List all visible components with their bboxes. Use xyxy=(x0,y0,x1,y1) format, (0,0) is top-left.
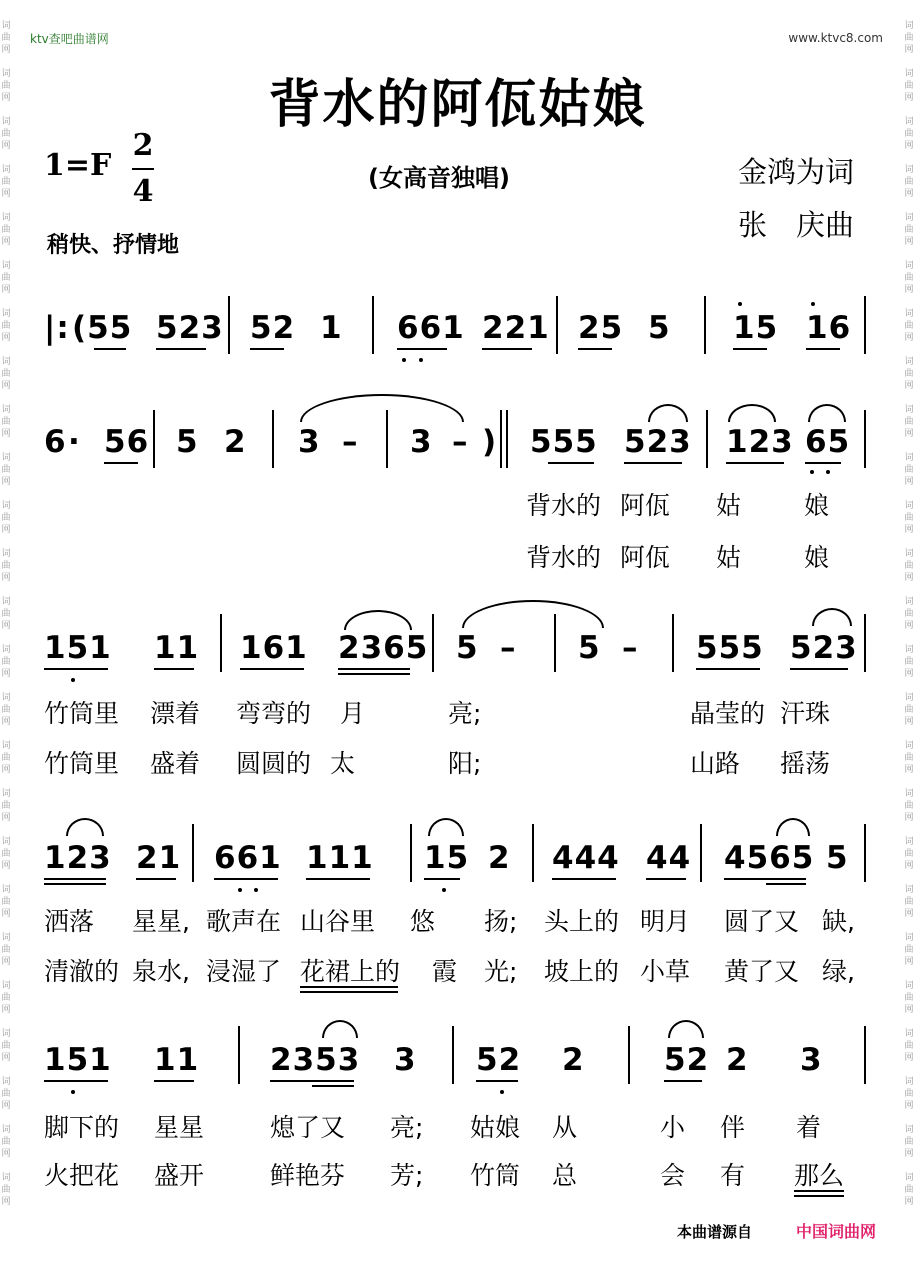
underline xyxy=(766,883,806,885)
underline xyxy=(300,991,398,993)
octave-dot xyxy=(738,302,742,306)
lyric: 娘 xyxy=(804,543,830,572)
note-group: 2365 xyxy=(338,630,429,666)
underline xyxy=(44,878,106,880)
lyric: 月 xyxy=(340,699,366,728)
note-group: 123 xyxy=(44,840,112,876)
note: 6 xyxy=(44,424,67,460)
lyric: 竹筒里 xyxy=(44,749,120,778)
slur-arc xyxy=(322,1020,358,1038)
dash: – xyxy=(342,424,359,460)
note-group: 111 xyxy=(306,840,374,876)
underline xyxy=(805,462,841,464)
note-group: 11 xyxy=(154,630,200,666)
dash: – xyxy=(500,630,517,666)
time-signature-bottom: 4 xyxy=(132,174,154,209)
note-group: 661 xyxy=(397,310,465,346)
octave-dot xyxy=(238,888,242,892)
note-group: 444 xyxy=(552,840,620,876)
bar-line xyxy=(704,296,706,354)
bar-line xyxy=(452,1026,454,1084)
bar-line xyxy=(864,1026,866,1084)
note: 5 xyxy=(578,630,601,666)
lyric: 背水的 xyxy=(526,491,602,520)
underline xyxy=(312,1085,354,1087)
lyric: 亮; xyxy=(448,699,482,728)
lyric: 那么 xyxy=(794,1161,845,1190)
slur-arc xyxy=(808,404,846,422)
lyric: 泉水, xyxy=(132,957,190,986)
lyric: 头上的 xyxy=(544,907,620,936)
underline xyxy=(270,1080,354,1082)
underline xyxy=(624,462,682,464)
octave-dot xyxy=(826,470,830,474)
note: 2 xyxy=(562,1042,585,1078)
bar-line xyxy=(220,614,222,672)
bar-line xyxy=(500,410,502,468)
lyric: 总 xyxy=(552,1161,578,1190)
underline xyxy=(726,462,784,464)
lyric: 山谷里 xyxy=(300,907,376,936)
lyric: 山路 xyxy=(690,749,741,778)
lyric: 绿, xyxy=(822,957,855,986)
lyric: 扬; xyxy=(484,907,518,936)
bar-line xyxy=(554,614,556,672)
note-group: 221 xyxy=(482,310,550,346)
note-group: 44 xyxy=(646,840,692,876)
bar-line xyxy=(372,296,374,354)
underline xyxy=(250,348,284,350)
lyric: 从 xyxy=(552,1113,578,1142)
lyric: 摇荡 xyxy=(780,749,831,778)
note-group: 5 xyxy=(648,310,671,346)
lyric: 娘 xyxy=(804,491,830,520)
bar-line xyxy=(410,824,412,882)
underline xyxy=(424,878,460,880)
lyric: 歌声在 xyxy=(206,907,282,936)
lyric: 清澈的 xyxy=(44,957,120,986)
octave-dot xyxy=(500,1090,504,1094)
lyric: 姑 xyxy=(716,543,742,572)
slur-arc xyxy=(728,404,776,422)
slur-arc xyxy=(344,610,412,630)
composer: 张 庆曲 xyxy=(738,208,855,242)
note-group: 523 xyxy=(790,630,858,666)
dot-mark: · xyxy=(68,424,81,460)
lyric: 熄了又 xyxy=(270,1113,346,1142)
note-group: 161 xyxy=(240,630,308,666)
bar-line xyxy=(700,824,702,882)
octave-dot xyxy=(254,888,258,892)
underline xyxy=(794,1195,844,1197)
lyric: 阿佤 xyxy=(620,543,671,572)
time-signature xyxy=(132,124,154,214)
underline xyxy=(94,348,126,350)
bar-line xyxy=(556,296,558,354)
tempo-marking: 稍快、抒情地 xyxy=(47,233,180,258)
lyric: 阳; xyxy=(448,749,482,778)
note: 3 xyxy=(298,424,321,460)
underline xyxy=(306,878,370,880)
slur-arc xyxy=(66,818,104,836)
underline xyxy=(136,878,176,880)
underline xyxy=(104,462,138,464)
lyric: 有 xyxy=(720,1161,746,1190)
octave-dot xyxy=(71,678,75,682)
lyric: 亮; xyxy=(390,1113,424,1142)
bar-line xyxy=(706,410,708,468)
bar-line xyxy=(864,410,866,468)
lyric: 洒落 xyxy=(44,907,95,936)
underline xyxy=(44,668,108,670)
note-group: 4565 xyxy=(724,840,815,876)
lyric: 会 xyxy=(660,1161,686,1190)
lyric: 光; xyxy=(484,957,518,986)
underline xyxy=(552,878,616,880)
bar-line xyxy=(864,296,866,354)
lyric: 星星 xyxy=(154,1113,205,1142)
underline xyxy=(44,1080,108,1082)
lyric: 着 xyxy=(796,1113,822,1142)
tie-arc xyxy=(462,600,604,628)
lyric: 浸湿了 xyxy=(206,957,282,986)
bar-line xyxy=(272,410,274,468)
lyric: 圆圆的 xyxy=(236,749,312,778)
underline xyxy=(482,348,532,350)
song-title: 背水的阿佤姑娘 xyxy=(268,75,647,135)
note-group: 1 xyxy=(320,310,343,346)
note-group: 555 xyxy=(696,630,764,666)
side-watermark-right: 词 曲 网 词 曲 网 词 曲 网 词 曲 网 词 曲 网 词 曲 网 词 曲 网 词 曲 网 词 曲 网 词 曲 网 词 曲 网 词 曲 网 词 曲 网 词 曲 网 词 曲 网 词 曲 网 词 曲 网 词 曲 网 词 曲 网 词 曲 网 词 曲 网 词 曲 网 词 曲 网 词 曲 网 词 曲 网 xyxy=(904,21,914,1207)
slur-arc xyxy=(776,818,810,836)
bar-line xyxy=(386,410,388,468)
lyric: 悠 xyxy=(410,907,436,936)
lyric: 背水的 xyxy=(526,543,602,572)
dash: – xyxy=(622,630,639,666)
dash: – xyxy=(452,424,469,460)
underline xyxy=(154,668,194,670)
lyric: 黄了又 xyxy=(724,957,800,986)
note-group: 21 xyxy=(136,840,182,876)
subtitle: (女高音独唱) xyxy=(368,164,510,192)
underline xyxy=(44,883,106,885)
lyric: 盛开 xyxy=(154,1161,205,1190)
underline xyxy=(794,1190,844,1192)
note-group: 15 xyxy=(424,840,470,876)
repeat-sign: |: xyxy=(44,310,70,346)
note-group: 15 xyxy=(733,310,779,346)
note-group: 2353 xyxy=(270,1042,361,1078)
note: 3 xyxy=(800,1042,823,1078)
lyric: 阿佤 xyxy=(620,491,671,520)
watermark-right: www.ktvc8.com xyxy=(788,31,883,45)
bar-line xyxy=(506,410,508,468)
note: 5 xyxy=(176,424,199,460)
note-group: 56 xyxy=(104,424,150,460)
slur-arc xyxy=(648,404,688,422)
lyric: 霞 xyxy=(432,957,458,986)
lyric: 花裙上的 xyxy=(300,957,401,986)
lyric: 盛着 xyxy=(150,749,201,778)
lyric: 芳; xyxy=(390,1161,424,1190)
underline xyxy=(154,1080,194,1082)
slur-arc xyxy=(812,608,852,626)
note: 5 xyxy=(826,840,849,876)
lyric: 姑 xyxy=(716,491,742,520)
note-group: (55 xyxy=(72,310,133,346)
lyric: 晶莹的 xyxy=(690,699,766,728)
lyric: 伴 xyxy=(720,1113,746,1142)
lyric: 坡上的 xyxy=(544,957,620,986)
note-group: 151 xyxy=(44,1042,112,1078)
lyric: 圆了又 xyxy=(724,907,800,936)
lyric: 汗珠 xyxy=(780,699,831,728)
bar-line xyxy=(192,824,194,882)
underline xyxy=(548,462,594,464)
note-group: 11 xyxy=(154,1042,200,1078)
bar-line xyxy=(628,1026,630,1084)
bar-line xyxy=(153,410,155,468)
bar-line xyxy=(672,614,674,672)
note-group: 52 xyxy=(250,310,296,346)
note-group: 123 xyxy=(726,424,794,460)
note-group: 661 xyxy=(214,840,282,876)
underline xyxy=(664,1080,702,1082)
lyric: 漂着 xyxy=(150,699,201,728)
lyric: 星星, xyxy=(132,907,190,936)
note-group: 65 xyxy=(805,424,851,460)
note-group: 52 xyxy=(476,1042,522,1078)
bar-line xyxy=(864,614,866,672)
underline xyxy=(214,878,278,880)
bar-line xyxy=(532,824,534,882)
slur-arc xyxy=(668,1020,704,1038)
octave-dot xyxy=(402,358,406,362)
note: 2 xyxy=(726,1042,749,1078)
note: 3 xyxy=(394,1042,417,1078)
underline xyxy=(156,348,206,350)
octave-dot xyxy=(71,1090,75,1094)
side-watermark-left: 词 曲 网 词 曲 网 词 曲 网 词 曲 网 词 曲 网 词 曲 网 词 曲 网 词 曲 网 词 曲 网 词 曲 网 词 曲 网 词 曲 网 词 曲 网 词 曲 网 词 曲 网 词 曲 网 词 曲 网 词 曲 网 词 曲 网 词 曲 网 词 曲 网 词 曲 网 词 曲 网 词 曲 网 词 曲 网 xyxy=(1,21,11,1207)
bar-line xyxy=(228,296,230,354)
underline xyxy=(338,668,410,670)
slur-arc xyxy=(428,818,464,836)
note: 2 xyxy=(224,424,247,460)
underline xyxy=(646,878,686,880)
note-group: 52 xyxy=(664,1042,710,1078)
bar-line xyxy=(432,614,434,672)
lyric: 脚下的 xyxy=(44,1113,120,1142)
note-group: 523 xyxy=(624,424,692,460)
lyric: 明月 xyxy=(640,907,691,936)
lyric: 火把花 xyxy=(44,1161,120,1190)
note: 3 xyxy=(410,424,433,460)
underline xyxy=(806,348,840,350)
lyric: 小草 xyxy=(640,957,691,986)
underline xyxy=(696,668,760,670)
bar-line xyxy=(864,824,866,882)
lyricist: 金鸿为词 xyxy=(738,155,855,189)
lyric: 弯弯的 xyxy=(236,699,312,728)
key-signature: 1=F xyxy=(44,148,112,183)
octave-dot xyxy=(811,302,815,306)
time-signature-top: 2 xyxy=(132,128,154,163)
octave-dot xyxy=(810,470,814,474)
lyric: 竹筒里 xyxy=(44,699,120,728)
note-group: 25 xyxy=(578,310,624,346)
underline xyxy=(338,673,410,675)
bar-line xyxy=(238,1026,240,1084)
octave-dot xyxy=(442,888,446,892)
lyric: 姑娘 xyxy=(470,1113,521,1142)
note-group: 16 xyxy=(806,310,852,346)
note: 2 xyxy=(488,840,511,876)
note-group: 151 xyxy=(44,630,112,666)
underline xyxy=(240,668,304,670)
underline xyxy=(733,348,767,350)
underline xyxy=(397,348,447,350)
octave-dot xyxy=(419,358,423,362)
lyric: 竹筒 xyxy=(470,1161,521,1190)
underline xyxy=(790,668,848,670)
underline xyxy=(300,986,398,988)
footer-source-site[interactable]: 中国词曲网 xyxy=(796,1222,877,1241)
lyric: 缺, xyxy=(822,907,855,936)
bracket: ) xyxy=(482,424,498,460)
lyric: 太 xyxy=(330,749,356,778)
underline xyxy=(578,348,612,350)
footer-source-label: 本曲谱源自 xyxy=(677,1223,753,1241)
lyric: 小 xyxy=(660,1113,686,1142)
note-group: 555 xyxy=(530,424,598,460)
underline xyxy=(476,1080,518,1082)
lyric: 鲜艳芬 xyxy=(270,1161,346,1190)
watermark-left: ktv查吧曲谱网 xyxy=(30,32,109,46)
note: 5 xyxy=(456,630,479,666)
underline xyxy=(724,878,806,880)
tie-arc xyxy=(300,394,464,422)
note-group: 523 xyxy=(156,310,224,346)
